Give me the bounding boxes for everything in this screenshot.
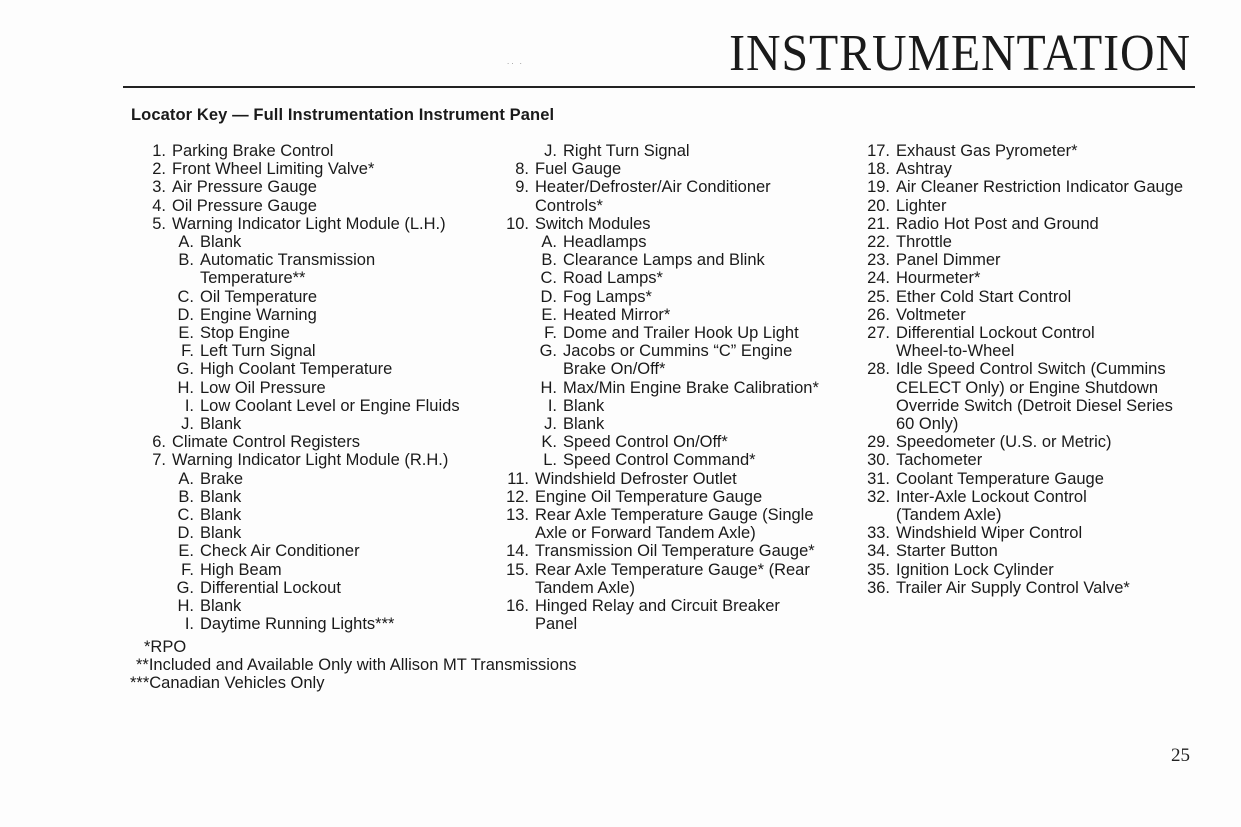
list-item xyxy=(493,178,853,196)
list-item xyxy=(858,433,1228,451)
list-subitem xyxy=(493,451,853,469)
item-marker: D. xyxy=(177,305,194,324)
item-label: Wheel-to-Wheel xyxy=(896,342,1015,361)
item-marker: 13. xyxy=(506,506,529,525)
list-item xyxy=(858,579,1228,597)
locator-column-1 xyxy=(134,142,494,633)
item-label: Hourmeter* xyxy=(896,269,981,288)
item-label: Brake xyxy=(200,469,244,488)
item-label: Voltmeter xyxy=(896,305,966,324)
item-marker xyxy=(493,524,529,542)
item-marker: B. xyxy=(178,251,194,270)
item-label: Override Switch (Detroit Diesel Series xyxy=(896,396,1173,415)
item-marker: D. xyxy=(177,524,194,543)
item-label: Climate Control Registers xyxy=(172,433,360,452)
list-subitem xyxy=(493,269,853,287)
section-heading: Locator Key — Full Instrumentation Instrument Panel xyxy=(131,106,555,124)
list-item xyxy=(493,470,853,488)
item-marker: 29. xyxy=(867,433,890,452)
list-item xyxy=(858,451,1228,469)
item-marker: 30. xyxy=(867,451,890,470)
page-title: INSTRUMENTATION xyxy=(729,25,1191,82)
item-marker: J. xyxy=(544,142,557,160)
item-label: (Tandem Axle) xyxy=(896,506,1002,525)
item-marker: 8. xyxy=(515,160,529,179)
item-label: Fog Lamps* xyxy=(563,287,652,306)
footnote-rpo: *RPO xyxy=(144,638,187,656)
list-item xyxy=(858,524,1228,542)
item-label: Differential Lockout Control xyxy=(896,324,1095,343)
item-marker: 15. xyxy=(506,560,529,579)
item-label: Blank xyxy=(200,506,242,525)
list-item xyxy=(858,288,1228,306)
list-item xyxy=(493,488,853,506)
item-marker: 18. xyxy=(867,160,890,179)
item-marker: I. xyxy=(184,615,194,634)
list-subitem xyxy=(134,506,494,524)
item-marker: D. xyxy=(540,287,557,306)
page-number: 25 xyxy=(1171,745,1190,766)
locator-column-2 xyxy=(493,142,853,633)
item-label: Warning Indicator Light Module (L.H.) xyxy=(172,214,446,233)
item-marker: 2. xyxy=(152,160,166,179)
item-label: Panel Dimmer xyxy=(896,251,1001,270)
list-item xyxy=(493,160,853,178)
list-subitem xyxy=(134,379,494,397)
list-item xyxy=(858,197,1228,215)
list-subitem xyxy=(493,142,853,160)
list-item-continuation xyxy=(858,397,1228,415)
list-item xyxy=(493,506,853,524)
item-label: Dome and Trailer Hook Up Light xyxy=(563,324,799,343)
item-marker: 7. xyxy=(152,451,166,470)
item-marker xyxy=(858,415,890,433)
item-marker: C. xyxy=(177,506,194,525)
item-marker: E. xyxy=(178,542,194,561)
item-label: Brake On/Off* xyxy=(563,360,666,379)
item-label: Engine Oil Temperature Gauge xyxy=(535,487,763,506)
item-marker: 31. xyxy=(867,469,890,488)
item-label: Low Oil Pressure xyxy=(200,378,326,397)
item-label: Warning Indicator Light Module (R.H.) xyxy=(172,451,449,470)
item-marker: 12. xyxy=(506,487,529,506)
item-marker: A. xyxy=(178,469,194,488)
list-item xyxy=(134,178,494,196)
item-marker xyxy=(858,342,890,360)
item-marker: F. xyxy=(544,324,557,343)
item-label: Blank xyxy=(563,396,605,415)
item-label: Blank xyxy=(200,233,242,252)
scan-speck: .. . xyxy=(507,57,524,66)
list-subitem xyxy=(134,397,494,415)
list-item xyxy=(858,178,1228,196)
item-marker: 22. xyxy=(867,233,890,252)
item-marker: 26. xyxy=(867,305,890,324)
item-label: Controls* xyxy=(535,196,603,215)
item-label: Temperature** xyxy=(200,269,306,288)
item-marker xyxy=(134,269,194,287)
list-subitem xyxy=(493,306,853,324)
list-item-continuation xyxy=(858,415,1228,433)
list-subitem xyxy=(134,561,494,579)
item-marker: 28. xyxy=(867,360,890,379)
item-marker: E. xyxy=(178,324,194,343)
item-label: Oil Temperature xyxy=(200,287,318,306)
list-item xyxy=(858,251,1228,269)
item-marker: 19. xyxy=(867,178,890,197)
list-subitem xyxy=(134,488,494,506)
item-label: 60 Only) xyxy=(896,415,959,434)
item-label: Differential Lockout xyxy=(200,578,341,597)
list-item xyxy=(858,324,1228,342)
item-label: Throttle xyxy=(896,233,952,252)
item-label: Rear Axle Temperature Gauge (Single xyxy=(535,506,814,525)
item-label: Heated Mirror* xyxy=(563,305,671,324)
item-marker: 3. xyxy=(152,178,166,197)
item-label: Coolant Temperature Gauge xyxy=(896,469,1104,488)
item-label: Heater/Defroster/Air Conditioner xyxy=(535,178,771,197)
item-marker: 32. xyxy=(867,487,890,506)
item-label: Parking Brake Control xyxy=(172,142,334,160)
list-subitem xyxy=(134,524,494,542)
item-marker: 27. xyxy=(867,324,890,343)
item-label: Inter-Axle Lockout Control xyxy=(896,487,1087,506)
item-marker: 16. xyxy=(506,597,529,616)
list-item-continuation xyxy=(858,379,1228,397)
item-marker: B. xyxy=(541,251,557,270)
list-subitem xyxy=(493,288,853,306)
list-subitem xyxy=(493,342,853,360)
item-marker xyxy=(493,197,529,215)
list-item xyxy=(858,470,1228,488)
list-subitem xyxy=(493,433,853,451)
footnotes xyxy=(130,638,577,693)
list-subitem xyxy=(134,579,494,597)
item-marker: C. xyxy=(177,287,194,306)
item-label: Jacobs or Cummins “C” Engine xyxy=(563,342,793,361)
item-marker: 14. xyxy=(506,542,529,561)
item-label: Trailer Air Supply Control Valve* xyxy=(896,578,1130,597)
item-marker: 25. xyxy=(867,287,890,306)
list-item xyxy=(134,160,494,178)
list-subitem xyxy=(493,379,853,397)
item-label: Headlamps xyxy=(563,233,647,252)
item-label: Clearance Lamps and Blink xyxy=(563,251,765,270)
list-item xyxy=(858,488,1228,506)
item-marker: A. xyxy=(541,233,557,252)
list-subitem xyxy=(134,470,494,488)
item-marker: 21. xyxy=(867,214,890,233)
item-label: Blank xyxy=(200,524,242,543)
item-marker: L. xyxy=(543,451,557,470)
list-item xyxy=(858,142,1228,160)
item-marker: H. xyxy=(177,597,194,616)
item-marker: 20. xyxy=(867,196,890,215)
list-item xyxy=(493,542,853,560)
item-label: Engine Warning xyxy=(200,305,317,324)
list-subitem xyxy=(493,233,853,251)
item-label: High Coolant Temperature xyxy=(200,360,393,379)
item-label: Blank xyxy=(563,415,605,434)
list-subitem xyxy=(134,251,494,269)
item-label: Max/Min Engine Brake Calibration* xyxy=(563,378,819,397)
item-label: Right Turn Signal xyxy=(563,142,690,160)
list-subitem xyxy=(134,597,494,615)
item-label: High Beam xyxy=(200,560,282,579)
item-label: Idle Speed Control Switch (Cummins xyxy=(896,360,1166,379)
list-item xyxy=(858,160,1228,178)
item-label: Blank xyxy=(200,487,242,506)
item-marker: A. xyxy=(178,233,194,252)
item-marker: 23. xyxy=(867,251,890,270)
item-label: Speedometer (U.S. or Metric) xyxy=(896,433,1112,452)
item-marker: 36. xyxy=(867,578,890,597)
list-item xyxy=(134,451,494,469)
item-label: Stop Engine xyxy=(200,324,290,343)
item-marker: F. xyxy=(181,342,194,361)
item-label: Fuel Gauge xyxy=(535,160,622,179)
header-rule xyxy=(123,86,1195,88)
item-label: Ignition Lock Cylinder xyxy=(896,560,1054,579)
list-subitem xyxy=(134,542,494,560)
list-subitem xyxy=(134,360,494,378)
item-label: Rear Axle Temperature Gauge* (Rear xyxy=(535,560,810,579)
item-label: Windshield Wiper Control xyxy=(896,524,1083,543)
list-item xyxy=(858,269,1228,287)
item-marker: G. xyxy=(176,360,194,379)
list-item-continuation xyxy=(858,506,1228,524)
item-label: Radio Hot Post and Ground xyxy=(896,214,1099,233)
list-item xyxy=(493,215,853,233)
item-label: Switch Modules xyxy=(535,214,651,233)
item-label: Oil Pressure Gauge xyxy=(172,196,317,215)
list-item-continuation xyxy=(493,360,853,378)
list-subitem xyxy=(134,324,494,342)
item-marker: I. xyxy=(184,396,194,415)
item-marker: I. xyxy=(547,396,557,415)
footnote-allison: **Included and Available Only with Allison MT Transmissions xyxy=(136,656,577,675)
item-marker: 4. xyxy=(152,196,166,215)
list-subitem xyxy=(493,397,853,415)
list-item xyxy=(134,215,494,233)
list-item xyxy=(134,142,494,160)
list-subitem xyxy=(134,415,494,433)
item-marker xyxy=(858,379,890,397)
list-item xyxy=(858,561,1228,579)
list-item xyxy=(858,306,1228,324)
list-item xyxy=(858,233,1228,251)
item-marker: B. xyxy=(178,487,194,506)
item-label: Tachometer xyxy=(896,451,983,470)
item-label: Panel xyxy=(535,615,578,634)
item-marker: 17. xyxy=(867,142,890,160)
item-label: Transmission Oil Temperature Gauge* xyxy=(535,542,815,561)
item-label: Blank xyxy=(200,415,242,434)
item-marker: 24. xyxy=(867,269,890,288)
list-subitem xyxy=(134,306,494,324)
item-label: Axle or Forward Tandem Axle) xyxy=(535,524,756,543)
item-label: CELECT Only) or Engine Shutdown xyxy=(896,378,1158,397)
item-label: Check Air Conditioner xyxy=(200,542,360,561)
item-marker: G. xyxy=(539,342,557,361)
item-marker: 34. xyxy=(867,542,890,561)
item-label: Air Cleaner Restriction Indicator Gauge xyxy=(896,178,1184,197)
list-subitem xyxy=(134,342,494,360)
item-marker: 10. xyxy=(506,214,529,233)
item-marker: H. xyxy=(177,378,194,397)
item-marker: 33. xyxy=(867,524,890,543)
item-marker: H. xyxy=(540,378,557,397)
item-label: Lighter xyxy=(896,196,947,215)
list-item-continuation xyxy=(858,342,1228,360)
item-marker xyxy=(858,506,890,524)
item-label: Tandem Axle) xyxy=(535,578,635,597)
item-label: Left Turn Signal xyxy=(200,342,316,361)
item-label: Automatic Transmission xyxy=(200,251,376,270)
list-item xyxy=(858,360,1228,378)
item-marker xyxy=(493,615,529,633)
item-marker: 9. xyxy=(515,178,529,197)
item-label: Starter Button xyxy=(896,542,998,561)
item-marker: K. xyxy=(541,433,557,452)
list-subitem xyxy=(493,251,853,269)
list-item-continuation xyxy=(493,197,853,215)
list-item-continuation xyxy=(493,615,853,633)
item-marker: F. xyxy=(181,560,194,579)
item-label: Exhaust Gas Pyrometer* xyxy=(896,142,1078,160)
item-label: Low Coolant Level or Engine Fluids xyxy=(200,396,460,415)
list-item xyxy=(493,561,853,579)
item-marker: J. xyxy=(181,415,194,434)
item-label: Speed Control On/Off* xyxy=(563,433,728,452)
item-marker: J. xyxy=(544,415,557,434)
item-label: Hinged Relay and Circuit Breaker xyxy=(535,597,780,616)
list-subitem xyxy=(493,415,853,433)
list-item xyxy=(493,597,853,615)
footnote-canadian: ***Canadian Vehicles Only xyxy=(130,674,325,693)
item-label: Ashtray xyxy=(896,160,952,179)
item-label: Ether Cold Start Control xyxy=(896,287,1072,306)
item-label: Blank xyxy=(200,597,242,616)
list-item xyxy=(858,542,1228,560)
item-marker: 5. xyxy=(152,214,166,233)
list-subitem xyxy=(134,233,494,251)
list-subitem xyxy=(493,324,853,342)
list-item xyxy=(134,197,494,215)
item-marker xyxy=(493,360,557,378)
item-marker xyxy=(858,397,890,415)
list-item xyxy=(134,433,494,451)
item-label: Front Wheel Limiting Valve* xyxy=(172,160,375,179)
locator-column-3 xyxy=(858,142,1228,597)
item-marker: C. xyxy=(540,269,557,288)
item-marker: 35. xyxy=(867,560,890,579)
item-marker: 11. xyxy=(507,469,529,488)
list-item xyxy=(858,215,1228,233)
item-label: Road Lamps* xyxy=(563,269,663,288)
item-label: Windshield Defroster Outlet xyxy=(535,469,737,488)
item-marker: E. xyxy=(541,305,557,324)
item-marker xyxy=(493,579,529,597)
item-label: Air Pressure Gauge xyxy=(172,178,317,197)
list-subitem xyxy=(134,288,494,306)
item-marker: 1. xyxy=(152,142,166,160)
item-marker: G. xyxy=(176,578,194,597)
list-subitem xyxy=(134,615,494,633)
item-label: Speed Control Command* xyxy=(563,451,756,470)
list-item-continuation xyxy=(134,269,494,287)
item-label: Daytime Running Lights*** xyxy=(200,615,395,634)
item-marker: 6. xyxy=(152,433,166,452)
list-item-continuation xyxy=(493,524,853,542)
list-item-continuation xyxy=(493,579,853,597)
